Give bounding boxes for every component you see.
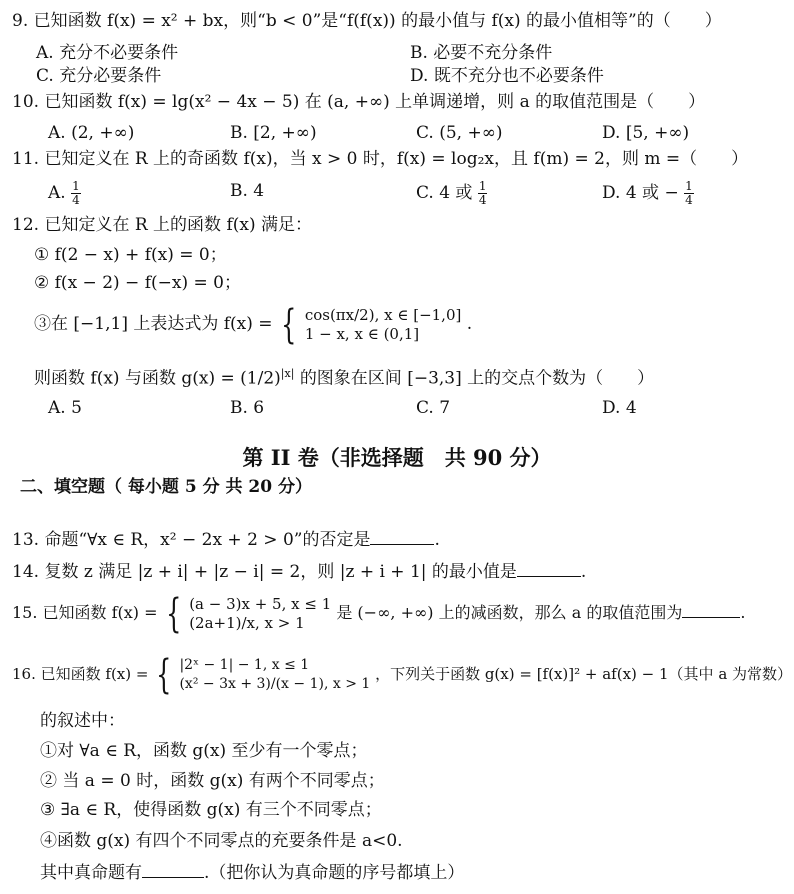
section-fill-in-blank: 二、填空题（ 每小题 5 分 共 20 分） — [20, 477, 312, 497]
q12-option-a: A. 5 — [48, 398, 82, 418]
q16-piecewise-row-2: (x² − 3x + 3)/(x − 1), x > 1 — [179, 676, 371, 692]
q15 — [12, 591, 745, 635]
q15-end: . — [740, 603, 746, 622]
piecewise-brace: { — [281, 301, 297, 348]
q12-question-prefix: 则函数 f(x) 与函数 g(x) = — [34, 368, 235, 389]
q15-piecewise-row-1: (a − 3)x + 5, x ≤ 1 — [189, 594, 332, 613]
q12-condition-3 — [34, 302, 472, 346]
q10-option-d: D. [5, +∞) — [602, 123, 690, 143]
q11-stem: 11. 已知定义在 R 上的奇函数 f(x)，当 x > 0 时，f(x) = log₂x，且 f(m) = 2，则 m =（ ） — [12, 149, 749, 169]
q11-option-a-fraction: $\frac{1}{4}$ — [72, 179, 80, 207]
q12-condition-3-suffix: . — [466, 314, 473, 334]
q12-option-b: B. 6 — [230, 398, 265, 418]
q10-option-c: C. (5, +∞) — [416, 123, 503, 143]
q14-answer-blank[interactable] — [517, 560, 581, 577]
q12-piecewise-row-1: cos(πx/2), x ∈ [−1,0] — [304, 305, 462, 324]
q16-final-prefix: 其中真命题有 — [40, 863, 142, 883]
q15-prefix: 15. 已知函数 f(x) = — [12, 603, 158, 622]
q9-option-a: A. 充分不必要条件 — [36, 43, 179, 63]
q12-piecewise — [305, 306, 462, 344]
q16-statement-3: ③ ∃a ∈ R，使得函数 g(x) 有三个不同零点； — [40, 800, 382, 820]
q15-suffix: 是 (−∞, +∞) 上的减函数，那么 a 的取值范围为 — [336, 603, 683, 622]
q12-condition-2: ② f(x − 2) − f(−x) = 0； — [34, 273, 241, 293]
q9-option-b: B. 必要不充分条件 — [410, 43, 553, 63]
q12-piecewise-row-2: 1 − x, x ∈ (0,1] — [304, 324, 420, 343]
q11-option-b: B. 4 — [230, 181, 265, 201]
q16-final-suffix: .（把你认为真命题的序号都填上） — [204, 863, 465, 883]
q15-piecewise — [189, 595, 331, 633]
q11-option-c-label: C. 4 或 — [416, 183, 473, 203]
q12-condition-3-prefix: ③在 [−1,1] 上表达式为 f(x) = — [34, 314, 273, 334]
q10-option-b: B. [2, +∞) — [230, 123, 317, 143]
q9-option-d: D. 既不充分也不必要条件 — [410, 66, 604, 86]
q11-option-d — [602, 180, 694, 207]
q12-g-exponent: |x| — [280, 367, 295, 380]
q9-option-c: C. 充分必要条件 — [36, 66, 162, 86]
q16 — [12, 652, 792, 696]
q13-answer-blank[interactable] — [370, 528, 434, 545]
q12-condition-1: ① f(2 − x) + f(x) = 0； — [34, 245, 227, 265]
q11-option-c — [416, 180, 487, 207]
q16-line-2: 的叙述中： — [40, 711, 125, 731]
q13-text: 13. 命题“∀x ∈ R，x² − 2x + 2 > 0”的否定是 — [12, 530, 371, 550]
q12-option-c: C. 7 — [416, 398, 451, 418]
q16-answer-blank[interactable] — [142, 861, 204, 878]
q13 — [12, 528, 440, 551]
q16-prefix: 16. 已知函数 f(x) = — [12, 665, 149, 683]
q16-statement-4: ④函数 g(x) 有四个不同零点的充要条件是 a<0. — [40, 831, 403, 851]
q12-stem: 12. 已知定义在 R 上的函数 f(x) 满足： — [12, 215, 312, 235]
q13-suffix: . — [434, 530, 440, 550]
q12-question-suffix: 的图象在区间 [−3,3] 上的交点个数为（ ） — [299, 368, 655, 389]
q12-question — [34, 363, 654, 390]
q14-suffix: . — [580, 562, 587, 582]
q15-answer-blank[interactable] — [682, 601, 740, 618]
q11-option-c-fraction: $\frac{1}{4}$ — [478, 179, 487, 207]
q16-statement-1: ①对 ∀a ∈ R，函数 g(x) 至少有一个零点； — [40, 741, 368, 761]
q10-option-a: A. (2, +∞) — [48, 123, 135, 143]
q16-piecewise-row-1: |2ˣ − 1| − 1, x ≤ 1 — [179, 657, 310, 673]
q11-option-d-fraction: $\frac{1}{4}$ — [685, 179, 693, 207]
part2-title: 第 II 卷（非选择题 共 90 分） — [242, 445, 552, 470]
q14-text: 14. 复数 z 满足 |z + i| + |z − i| = 2，则 |z + i + 1| 的最小值是 — [12, 562, 517, 582]
q11-option-a-label: A. — [48, 183, 66, 203]
q10-stem: 10. 已知函数 f(x) = lg(x² − 4x − 5) 在 (a, +∞) 上单调递增，则 a 的取值范围是（ ） — [12, 92, 706, 112]
q14 — [12, 560, 586, 583]
q16-statement-2: ② 当 a = 0 时，函数 g(x) 有两个不同零点； — [40, 771, 385, 791]
q16-suffix: ，下列关于函数 g(x) = [f(x)]² + af(x) − 1（其中 a 为常数） — [375, 665, 793, 683]
q11-option-a — [48, 180, 81, 207]
piecewise-brace: { — [156, 652, 172, 698]
q9-stem: 9. 已知函数 f(x) = x² + bx，则“b < 0”是“f(f(x)) 的最小值与 f(x) 的最小值相等”的（ ） — [12, 11, 722, 31]
q12-option-d: D. 4 — [602, 398, 637, 418]
piecewise-brace: { — [165, 590, 182, 637]
q16-piecewise — [179, 656, 370, 694]
q16-final — [40, 861, 464, 884]
q12-g-base: (1/2) — [240, 368, 281, 389]
q15-piecewise-row-2: (2a+1)/x, x > 1 — [189, 613, 305, 632]
q11-option-d-label: D. 4 或 − — [602, 183, 679, 203]
